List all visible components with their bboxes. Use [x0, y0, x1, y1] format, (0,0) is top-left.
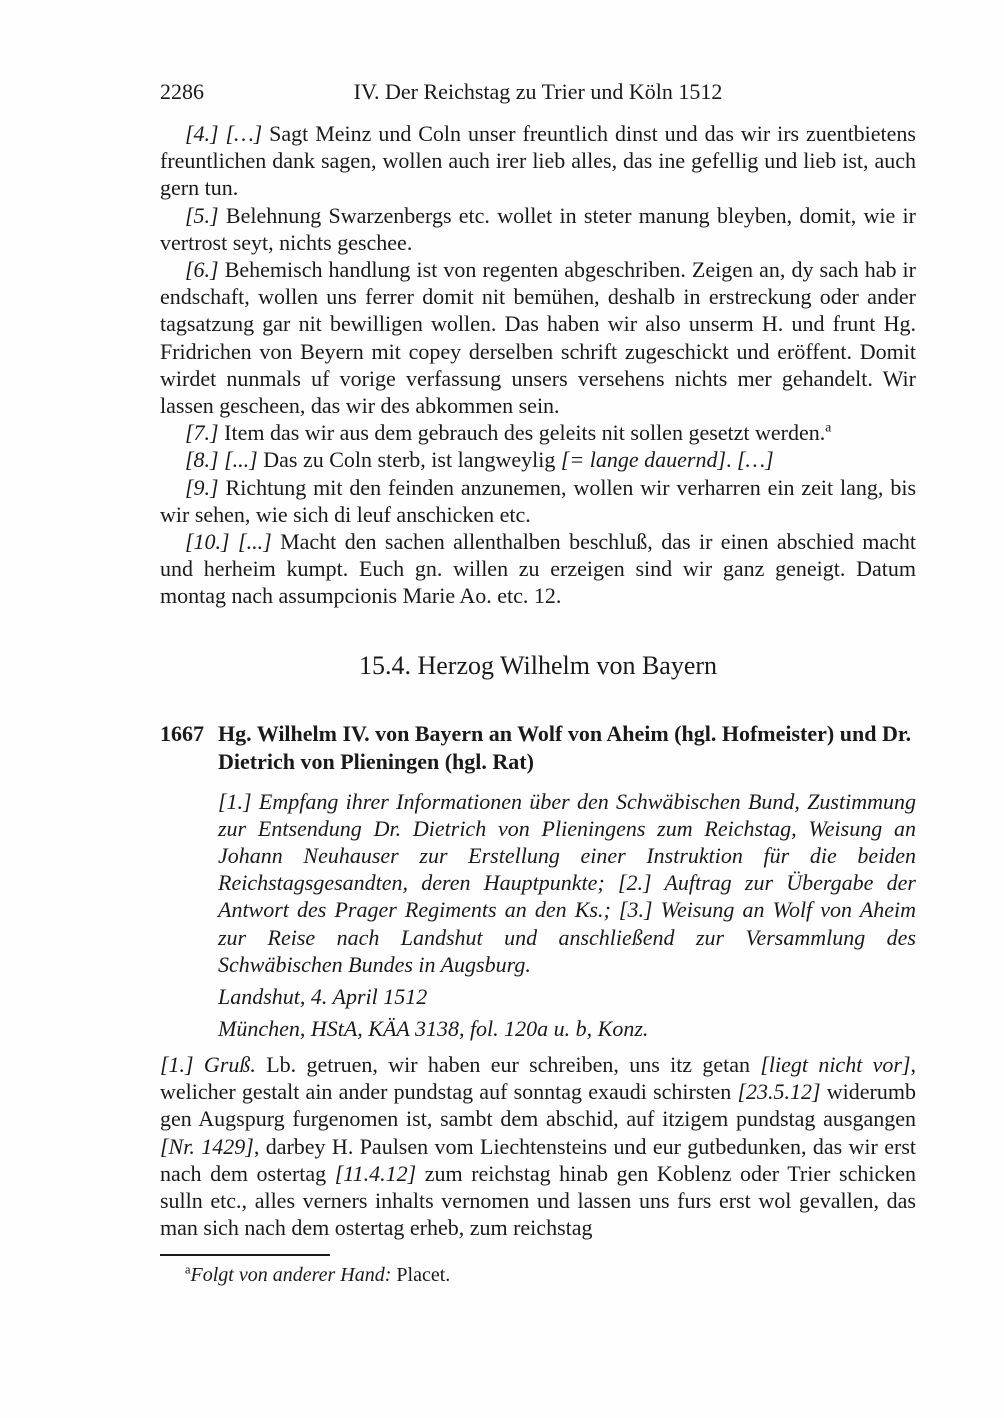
entry-body-paragraph: [1.] Gruß. Lb. getruen, wir haben eur schreiben, uns itz getan [liegt nicht vor], welicher gestalt ain ander pundstag auf sonntag exaudi schirsten [23.5.12] widerumb gen Augspurg furgenomen ist, sambt dem abschid, auf itzigem pundstag ausgangen [Nr. 1429], darbey H. Paulsen vom Liechtensteins und eur gutbedunken, das wir erst nach dem ostertag [11.4.12] zum reichstag hinab gen Koblenz oder Trier schicken sulln etc., alles verners inhalts vernomen und lassen uns furs erst wol gevallen, das man sich nach dem ostertag erheb, zum reichstag: [160, 1052, 917, 1241]
section-heading: 15.4. Herzog Wilhelm von Bayern: [358, 650, 718, 680]
running-head: [160, 78, 916, 105]
footnote-marker: a: [185, 1261, 191, 1276]
entry-body: [160, 1051, 916, 1241]
body-paragraph: [5.] Belehnung Swarzenbergs etc. wollet in steter manung bleyben, domit, wie ir vertrost seyt, nichts geschee.: [160, 202, 916, 255]
entry-source: München, HStA, KÄA 3138, fol. 120a u. b, Konz.: [218, 1016, 649, 1042]
document-paragraphs: [160, 120, 916, 610]
body-paragraph: [10.] [...] Macht den sachen allenthalben beschluß, das ir einen abschied macht und herheim kumpt. Euch gn. willen zu erzeigen sind wir ganz geneigt. Datum montag nach assumpcionis Marie Ao. etc. 12.: [160, 529, 917, 609]
entry-summary: [1.] Empfang ihrer Informationen über den Schwäbischen Bund, Zustimmung zur Entsendung Dr. Dietrich von Plieningens zum Reichstag, Weisung an Johann Neuhauser zur Erstellung einer Instruktion für die beiden Reichstagsgesandten, deren Hauptpunkte; [2.] Auftrag zur Übergabe der Antwort des Prager Regiments an den Ks.; [3.] Weisung an Wolf von Aheim zur Reise nach Landshut und anschließend zur Versammlung des Schwäbischen Bundes in Augsburg.: [218, 788, 916, 977]
footnote-block: [160, 1254, 916, 1288]
text-block: [160, 78, 916, 1288]
body-paragraph: [4.] […] Sagt Meinz und Coln unser freuntlich dinst und das wir irs zuentbietens freuntlichen dank sagen, wollen auch irer lieb alles, das ine gefellig und lieb ist, auch gern tun.: [160, 121, 916, 201]
page-number: 2286: [160, 79, 204, 104]
entry-title: Hg. Wilhelm IV. von Bayern an Wolf von Aheim (hgl. Hofmeister) und Dr. Dietrich von Plieningen (hgl. Rat): [218, 720, 912, 774]
body-paragraph: [8.] [...] Das zu Coln sterb, ist langweylig [= lange dauernd]. […]: [185, 447, 774, 473]
footnote-content: Folgt von anderer Hand: Placet.: [190, 1263, 451, 1286]
entry-heading: [160, 720, 916, 776]
footnote-rule: [160, 1254, 330, 1256]
body-paragraph: [9.] Richtung mit den feinden anzunemen, wollen wir verharren ein zeit lang, bis wir sehen, wie sich di leuf anschicken etc.: [160, 474, 917, 527]
entry-number: 1667: [160, 720, 204, 746]
body-paragraph: [7.] Item das wir aus dem gebrauch des geleits nit sollen gesetzt werden.$^a$: [185, 419, 832, 446]
running-title: IV. Der Reichstag zu Trier und Köln 1512: [353, 79, 723, 104]
body-paragraph: [6.] Behemisch handlung ist von regenten abgeschriben. Zeigen an, dy sach hab ir endschaft, wollen uns ferrer domit nit bemühen, deshalb in erstreckung oder ander tagsatzung gar nit bewilligen wollen. Das haben wir also unserm H. und frunt Hg. Fridrichen von Beyern mit copey derselben schrift zugeschickt und eröffent. Domit wirdet nunmals uf vorige verfassung unsers versehens nichts mer gehandelt. Wir lassen gescheen, das wir des abkommen sein.: [160, 257, 916, 419]
entry-dateline: Landshut, 4. April 1512: [218, 984, 428, 1010]
footnote-text: [160, 1263, 916, 1288]
